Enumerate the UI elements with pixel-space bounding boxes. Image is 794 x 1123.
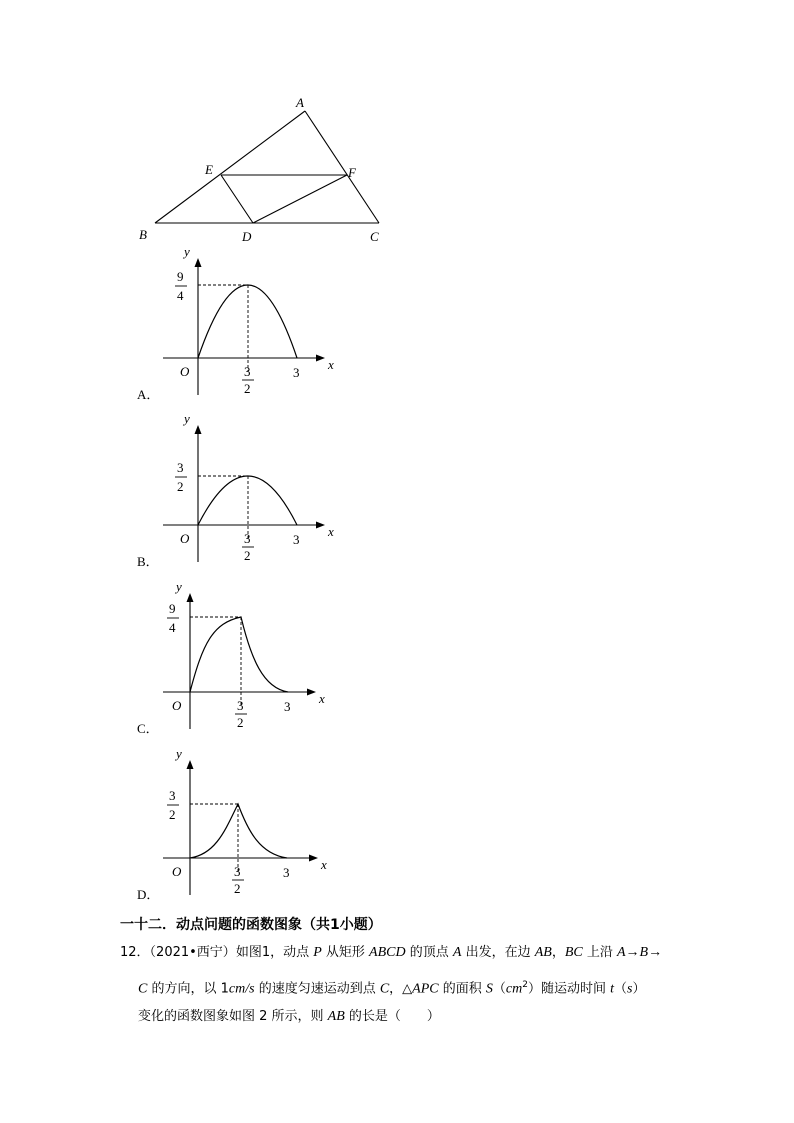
origin-label: O	[180, 364, 190, 379]
text: 的面积	[438, 981, 486, 997]
var-C: C	[379, 981, 390, 997]
var-A: A	[452, 945, 462, 960]
label-E: E	[205, 162, 213, 177]
segment-DF	[253, 175, 347, 223]
var-AB: AB	[327, 1009, 345, 1024]
option-letter: A．	[137, 387, 160, 402]
y-tick-numerator: 3	[177, 460, 184, 475]
text: 出发，在边	[461, 945, 535, 960]
x-end-tick-label: 3	[293, 365, 300, 380]
text: 变化的函数图象如图 2 所示，则	[138, 1009, 328, 1024]
var-P: P	[313, 945, 322, 960]
option-graph	[0, 413, 794, 578]
var-ABCD: ABCD	[369, 945, 406, 960]
text: 上沿	[582, 945, 617, 960]
x-tick-numerator: 3	[237, 698, 244, 713]
x-end-tick-label: 3	[284, 699, 291, 714]
text: 的方向，以 1	[147, 981, 229, 997]
x-tick-denominator: 2	[234, 881, 241, 896]
var-t: t	[610, 981, 614, 997]
question-line-2	[138, 976, 645, 998]
superscript-2: 2	[522, 980, 528, 990]
text: （	[614, 981, 628, 997]
var-S: S	[485, 981, 493, 997]
label-B: B	[139, 227, 147, 242]
origin-label: O	[172, 698, 182, 713]
question-source: （2021•西宁）	[149, 945, 236, 960]
x-end-tick-label: 3	[283, 865, 290, 880]
y-tick-denominator: 4	[177, 288, 184, 303]
text: ，	[551, 945, 565, 960]
segment-ED	[221, 175, 253, 223]
var-AB: AB	[534, 945, 552, 960]
y-tick-numerator: 3	[169, 788, 176, 803]
label-C: C	[370, 229, 379, 244]
option-graph	[0, 578, 794, 743]
y-tick-denominator: 4	[169, 620, 176, 635]
y-axis-label: y	[184, 250, 190, 259]
label-A: A	[296, 95, 304, 110]
section-title: 一十二．动点问题的函数图象（共1小题）	[120, 917, 382, 933]
question-number: 12．	[120, 945, 150, 960]
text: 的长是（ ）	[344, 1009, 440, 1024]
var-BC: BC	[564, 945, 583, 960]
y-tick-numerator: 9	[177, 269, 184, 284]
text: ，△	[389, 981, 413, 997]
function-curve	[190, 804, 287, 858]
function-curve	[198, 476, 297, 525]
unit-cm: cm	[505, 981, 523, 997]
y-axis-arrow-icon	[195, 425, 202, 434]
y-axis-label: y	[176, 579, 182, 594]
function-curve	[198, 285, 297, 358]
y-tick-numerator: 9	[169, 601, 176, 616]
x-tick-denominator: 2	[244, 548, 251, 563]
x-tick-numerator: 3	[244, 531, 251, 546]
x-axis-arrow-icon	[316, 522, 325, 529]
x-axis-label: x	[328, 357, 334, 372]
x-axis-arrow-icon	[307, 689, 316, 696]
question-line-1	[120, 944, 662, 962]
x-tick-denominator: 2	[237, 715, 244, 730]
origin-label: O	[172, 864, 182, 879]
x-tick-numerator: 3	[234, 864, 241, 879]
y-axis-label: y	[184, 413, 190, 426]
option-graph	[0, 250, 794, 415]
option-letter: B．	[137, 554, 159, 569]
option-letter: C．	[137, 721, 159, 736]
x-tick-denominator: 2	[244, 381, 251, 396]
text: 从矩形	[321, 945, 370, 960]
option-graph	[0, 745, 794, 910]
y-axis-arrow-icon	[187, 760, 194, 769]
unit-speed: cm/s	[228, 981, 255, 997]
text: （	[492, 981, 506, 997]
option-letter: D．	[137, 887, 160, 902]
y-tick-denominator: 2	[169, 807, 176, 822]
origin-label: O	[180, 531, 190, 546]
function-curve	[190, 617, 288, 692]
text: 的顶点	[405, 945, 453, 960]
var-path: A→B→	[616, 945, 663, 960]
x-axis-label: x	[328, 524, 334, 539]
question-line-3	[138, 1008, 440, 1026]
x-axis-label: x	[319, 691, 325, 706]
y-axis-arrow-icon	[187, 593, 194, 602]
y-axis-arrow-icon	[195, 258, 202, 267]
y-tick-denominator: 2	[177, 479, 184, 494]
side-AC	[305, 111, 379, 223]
text: 如图1，动点	[235, 945, 314, 960]
side-BA	[155, 111, 305, 223]
x-tick-numerator: 3	[244, 364, 251, 379]
text: ）	[632, 981, 646, 997]
var-C: C	[138, 981, 148, 997]
text: ）随运动时间	[527, 981, 611, 997]
unit-s: s	[627, 981, 633, 997]
y-axis-label: y	[176, 746, 182, 761]
x-axis-label: x	[321, 857, 327, 872]
label-D: D	[242, 229, 252, 244]
label-F: F	[348, 165, 356, 180]
var-APC: APC	[412, 981, 439, 997]
x-axis-arrow-icon	[309, 855, 318, 862]
x-end-tick-label: 3	[293, 532, 300, 547]
x-axis-arrow-icon	[316, 355, 325, 362]
triangle-figure	[0, 0, 794, 250]
text: 的速度匀速运动到点	[254, 981, 380, 997]
